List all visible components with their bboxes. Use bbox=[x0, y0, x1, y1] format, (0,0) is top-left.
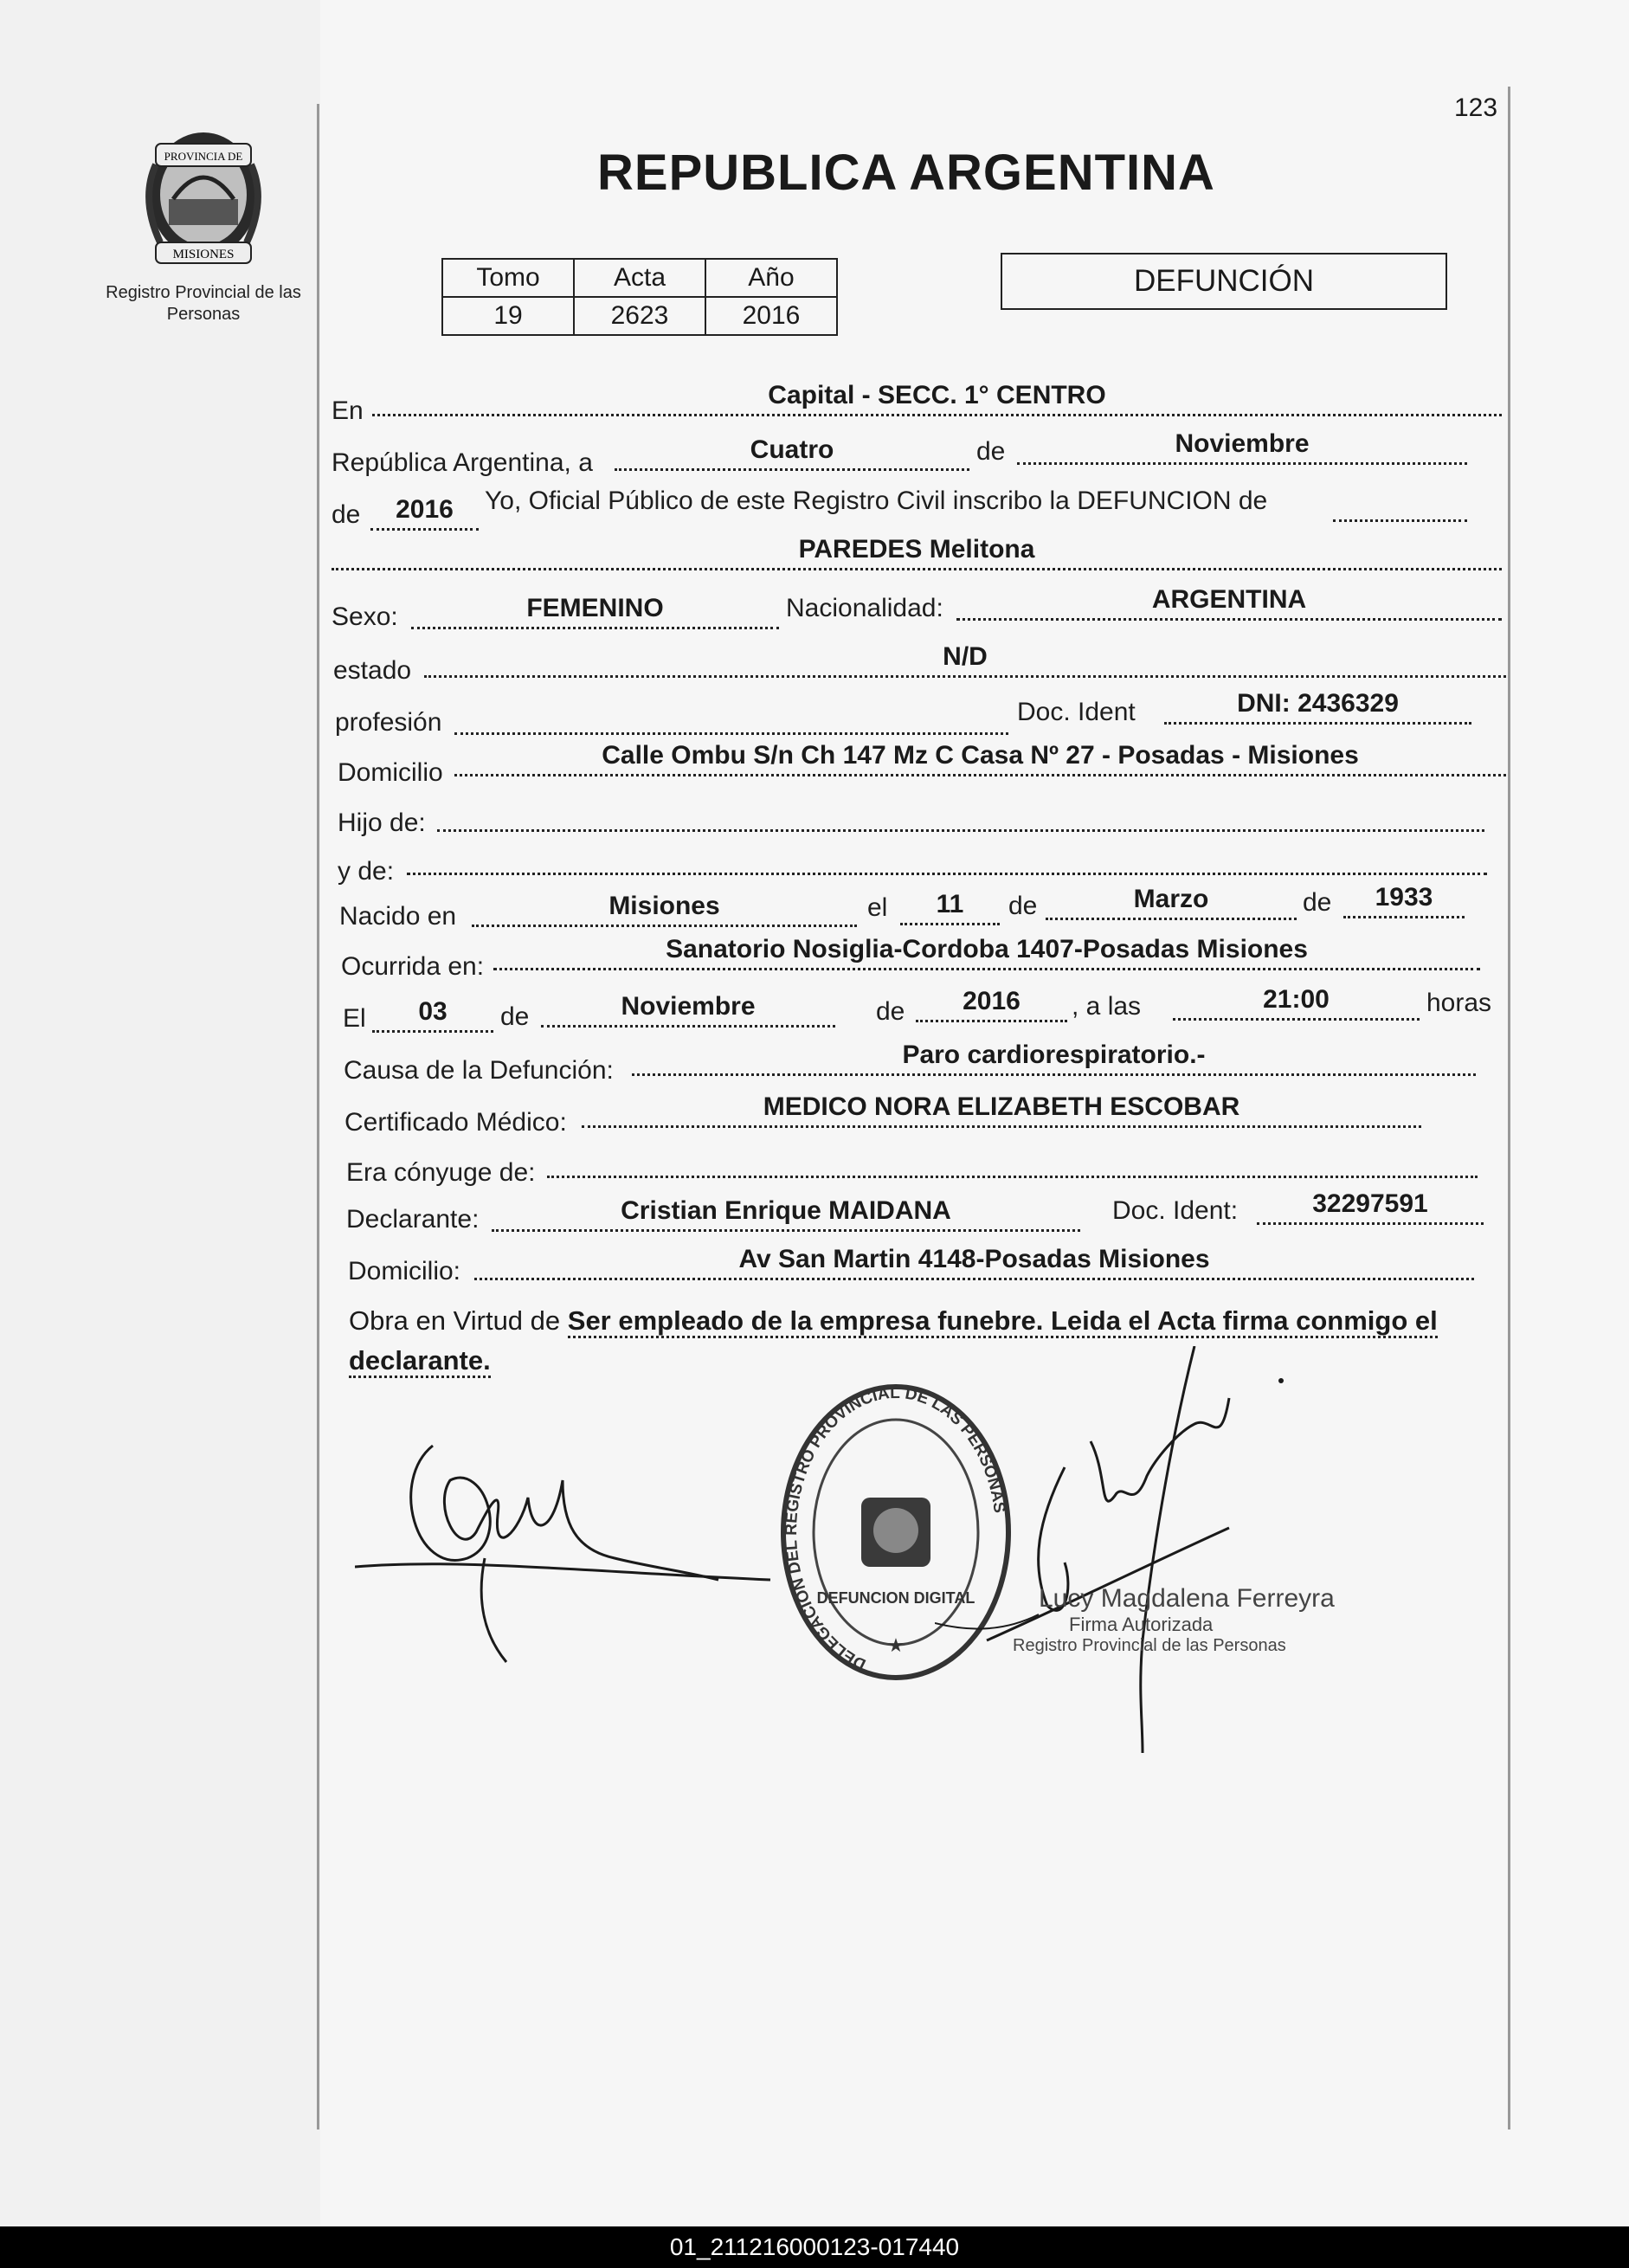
obra-line-1 bbox=[349, 1305, 1438, 1337]
label-de-1: de bbox=[976, 437, 1006, 466]
field-profesion bbox=[454, 699, 1008, 735]
label-nacido-en: Nacido en bbox=[339, 902, 457, 931]
firma-name: Lucy Magdalena Ferreyra bbox=[1039, 1584, 1335, 1613]
field-conyuge bbox=[547, 1143, 1478, 1178]
label-obra: Obra en Virtud de bbox=[349, 1305, 561, 1336]
org-name: Registro Provincial de las Personas bbox=[106, 283, 301, 324]
field-obra-line-1: Ser empleado de la empresa funebre. Leida el Acta firma conmigo el bbox=[568, 1305, 1438, 1338]
field-def-anio: 2016 bbox=[916, 987, 1067, 1022]
field-estado: N/D bbox=[424, 642, 1506, 678]
label-el-cap: El bbox=[343, 1004, 366, 1033]
field-nacionalidad: ARGENTINA bbox=[956, 585, 1502, 621]
field-nac-anio: 1933 bbox=[1343, 883, 1465, 918]
label-certificado: Certificado Médico: bbox=[344, 1108, 567, 1137]
field-inscribo-blank bbox=[1333, 486, 1467, 522]
field-nombre: PAREDES Melitona bbox=[332, 535, 1502, 570]
tomo-header: Tomo bbox=[442, 259, 574, 297]
acta-value: 2623 bbox=[574, 297, 705, 335]
obra-line-2 bbox=[349, 1345, 491, 1376]
label-el: el bbox=[867, 893, 888, 922]
field-sexo: FEMENINO bbox=[411, 594, 779, 629]
label-en: En bbox=[332, 396, 364, 425]
authorized-signature-block bbox=[1013, 1584, 1335, 1656]
left-margin-panel bbox=[0, 0, 320, 2225]
field-def-mes: Noviembre bbox=[541, 992, 835, 1028]
label-doc-ident-2: Doc. Ident: bbox=[1112, 1196, 1239, 1225]
anio-header: Año bbox=[705, 259, 837, 297]
page-number: 123 bbox=[1454, 93, 1498, 122]
firma-role: Firma Autorizada bbox=[1069, 1614, 1214, 1635]
field-def-hora: 21:00 bbox=[1173, 985, 1420, 1021]
stamp-ring-text: DELEGACION DEL REGISTRO PROVINCIAL DE LAS PERSONAS bbox=[782, 1383, 1008, 1673]
label-domicilio-2: Domicilio: bbox=[348, 1257, 461, 1285]
anio-value: 2016 bbox=[705, 297, 837, 335]
field-nac-mes: Marzo bbox=[1046, 885, 1297, 920]
label-estado: estado bbox=[333, 656, 412, 685]
label-ocurrida-en: Ocurrida en: bbox=[341, 952, 485, 981]
misiones-seal-logo bbox=[130, 121, 277, 268]
field-obra-line-2: declarante. bbox=[349, 1345, 491, 1378]
field-mes: Noviembre bbox=[1017, 429, 1467, 465]
label-nacionalidad: Nacionalidad: bbox=[786, 594, 943, 622]
field-certificado: MEDICO NORA ELIZABETH ESCOBAR bbox=[582, 1092, 1421, 1128]
stamp-inner-text: DEFUNCION DIGITAL bbox=[816, 1589, 975, 1607]
label-de-6: de bbox=[876, 997, 905, 1026]
right-border-line bbox=[1508, 87, 1510, 2129]
left-binding-line bbox=[317, 104, 319, 2129]
field-lugar: Capital - SECC. 1° CENTRO bbox=[372, 381, 1502, 416]
field-hijo-de bbox=[437, 796, 1484, 832]
field-nacido-en: Misiones bbox=[472, 892, 857, 927]
label-sexo: Sexo: bbox=[332, 602, 398, 631]
field-causa: Paro cardiorespiratorio.- bbox=[632, 1041, 1476, 1076]
field-domicilio: Calle Ombu S/n Ch 147 Mz C Casa Nº 27 - Posadas - Misiones bbox=[454, 741, 1506, 776]
field-declarante-doc: 32297591 bbox=[1257, 1189, 1484, 1225]
seal-top-text: PROVINCIA DE bbox=[164, 150, 243, 163]
document-type-box: DEFUNCIÓN bbox=[1001, 253, 1447, 310]
registry-table bbox=[441, 258, 838, 336]
field-nac-dia: 11 bbox=[900, 890, 1000, 925]
field-y-de bbox=[407, 840, 1487, 875]
label-de-2: de bbox=[332, 500, 361, 529]
document-title: REPUBLICA ARGENTINA bbox=[597, 145, 1215, 201]
declarante-signature bbox=[355, 1428, 805, 1671]
acta-header: Acta bbox=[574, 259, 705, 297]
seal-bottom-text: MISIONES bbox=[172, 248, 235, 261]
field-ocurrida-en: Sanatorio Nosiglia-Cordoba 1407-Posadas Misiones bbox=[493, 935, 1480, 970]
label-conyuge: Era cónyuge de: bbox=[346, 1158, 536, 1187]
label-doc-ident: Doc. Ident bbox=[1017, 698, 1136, 726]
stamp-star-icon: ★ bbox=[887, 1634, 905, 1656]
label-domicilio: Domicilio bbox=[338, 758, 443, 787]
field-declarante: Cristian Enrique MAIDANA bbox=[492, 1196, 1080, 1232]
label-de-4: de bbox=[1303, 888, 1332, 917]
field-doc-ident: DNI: 2436329 bbox=[1164, 689, 1471, 725]
official-signature bbox=[935, 1346, 1298, 1753]
field-dia-texto: Cuatro bbox=[615, 435, 969, 471]
label-causa: Causa de la Defunción: bbox=[344, 1056, 614, 1085]
label-profesion: profesión bbox=[335, 708, 442, 737]
label-declarante: Declarante: bbox=[346, 1205, 480, 1234]
label-a-las: , a las bbox=[1072, 992, 1142, 1021]
tomo-value: 19 bbox=[442, 297, 574, 335]
label-y-de: y de: bbox=[338, 857, 395, 886]
field-def-dia: 03 bbox=[372, 997, 493, 1033]
label-hijo-de: Hijo de: bbox=[338, 809, 426, 837]
label-horas: horas bbox=[1426, 989, 1492, 1017]
field-declarante-domicilio: Av San Martin 4148-Posadas Misiones bbox=[474, 1245, 1474, 1280]
label-republica: República Argentina, a bbox=[332, 448, 593, 477]
field-anio: 2016 bbox=[370, 495, 479, 531]
label-yo-oficial: Yo, Oficial Público de este Registro Civil inscribo la DEFUNCION de bbox=[485, 486, 1268, 515]
label-de-5: de bbox=[500, 1002, 530, 1031]
label-de-3: de bbox=[1008, 892, 1038, 920]
footer-code-bar: 01_211216000123-017440 bbox=[0, 2226, 1629, 2268]
firma-org: Registro Provincial de las Personas bbox=[1013, 1636, 1286, 1655]
